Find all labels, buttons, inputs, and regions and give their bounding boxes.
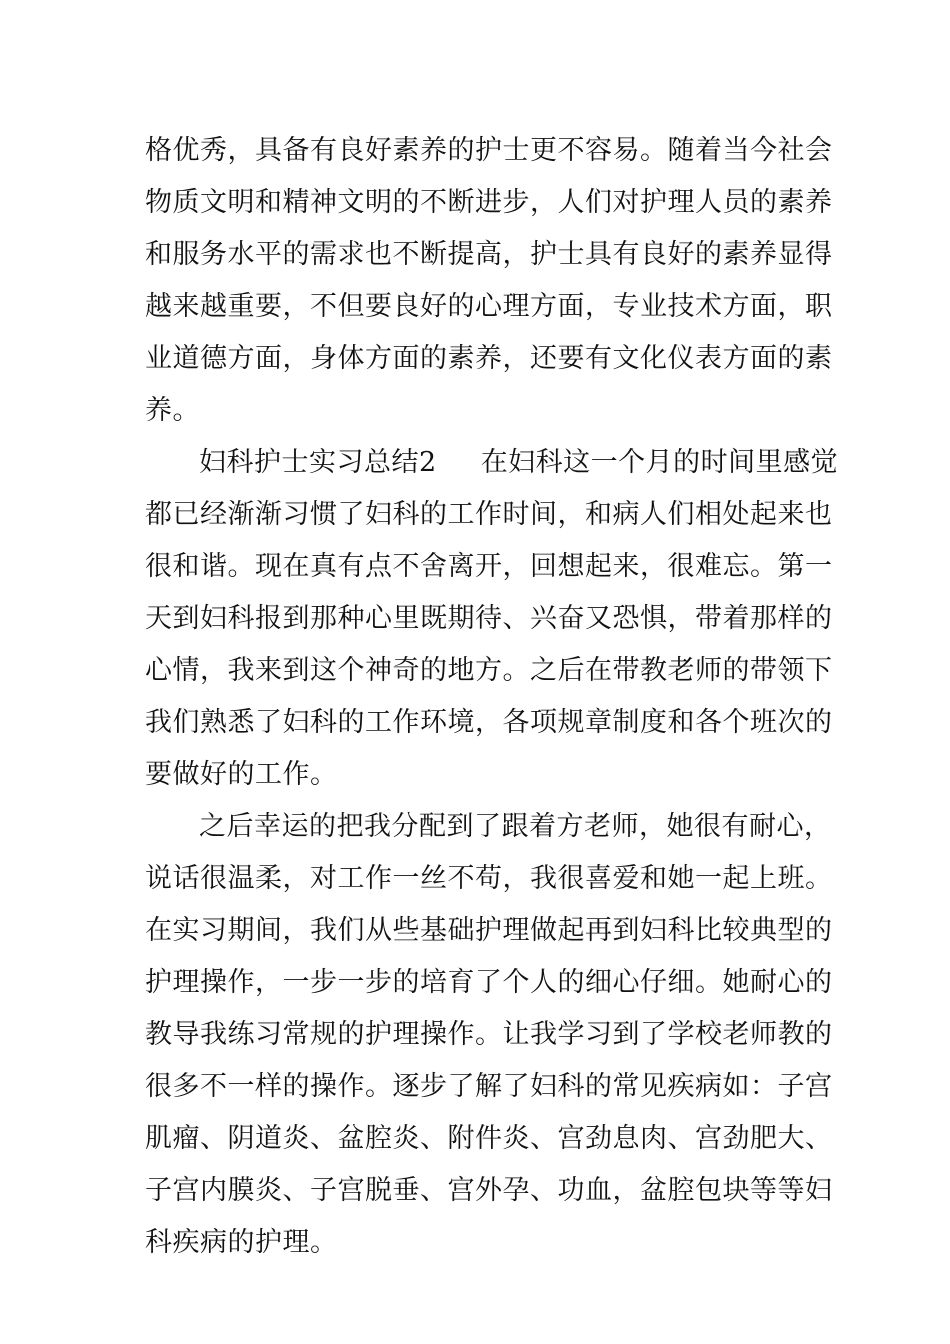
paragraph-line: 和服务水平的需求也不断提高，护士具有良好的素养显得 [145, 239, 833, 270]
paragraph-line: 业道德方面，身体方面的素养，还要有文化仪表方面的素 [145, 343, 833, 374]
paragraph-line: 养。 [145, 395, 200, 426]
section-heading: 妇科护士实习总结2 [199, 447, 437, 478]
paragraph-line: 教导我练习常规的护理操作。让我学习到了学校老师教的 [145, 1019, 833, 1050]
paragraph-line: 我们熟悉了妇科的工作环境，各项规章制度和各个班次的 [145, 707, 833, 738]
paragraph-line: 都已经渐渐习惯了妇科的工作时间，和病人们相处起来也 [145, 499, 833, 530]
paragraph-line: 心情，我来到这个神奇的地方。之后在带教老师的带领下 [145, 655, 833, 686]
paragraph-line: 说话很温柔，对工作一丝不苟，我很喜爱和她一起上班。 [145, 863, 833, 894]
paragraph-line: 护理操作，一步一步的培育了个人的细心仔细。她耐心的 [145, 967, 833, 998]
paragraph-line: 天到妇科报到那种心里既期待、兴奋又恐惧，带着那样的 [145, 603, 833, 634]
paragraph-line: 之后幸运的把我分配到了跟着方老师，她很有耐心， [199, 811, 832, 842]
paragraph-line: 很和谐。现在真有点不舍离开，回想起来，很难忘。第一 [145, 551, 833, 582]
section-first-line: 在妇科这一个月的时间里感觉 [480, 447, 839, 478]
paragraph-line: 在实习期间，我们从些基础护理做起再到妇科比较典型的 [145, 915, 833, 946]
paragraph-line: 肌瘤、阴道炎、盆腔炎、附件炎、宫劲息肉、宫劲肥大、 [145, 1123, 833, 1154]
paragraph-line: 物质文明和精神文明的不断进步，人们对护理人员的素养 [145, 187, 833, 218]
paragraph-line: 越来越重要，不但要良好的心理方面，专业技术方面，职 [145, 291, 833, 322]
paragraph-line: 要做好的工作。 [145, 759, 338, 790]
paragraph-line: 科疾病的护理。 [145, 1227, 338, 1258]
paragraph-line: 格优秀，具备有良好素养的护士更不容易。随着当今社会 [145, 135, 833, 166]
paragraph-line: 很多不一样的操作。逐步了解了妇科的常见疾病如：子宫 [145, 1071, 833, 1102]
paragraph-line: 子宫内膜炎、子宫脱垂、宫外孕、功血，盆腔包块等等妇 [145, 1175, 833, 1206]
section-heading-line [199, 443, 869, 483]
